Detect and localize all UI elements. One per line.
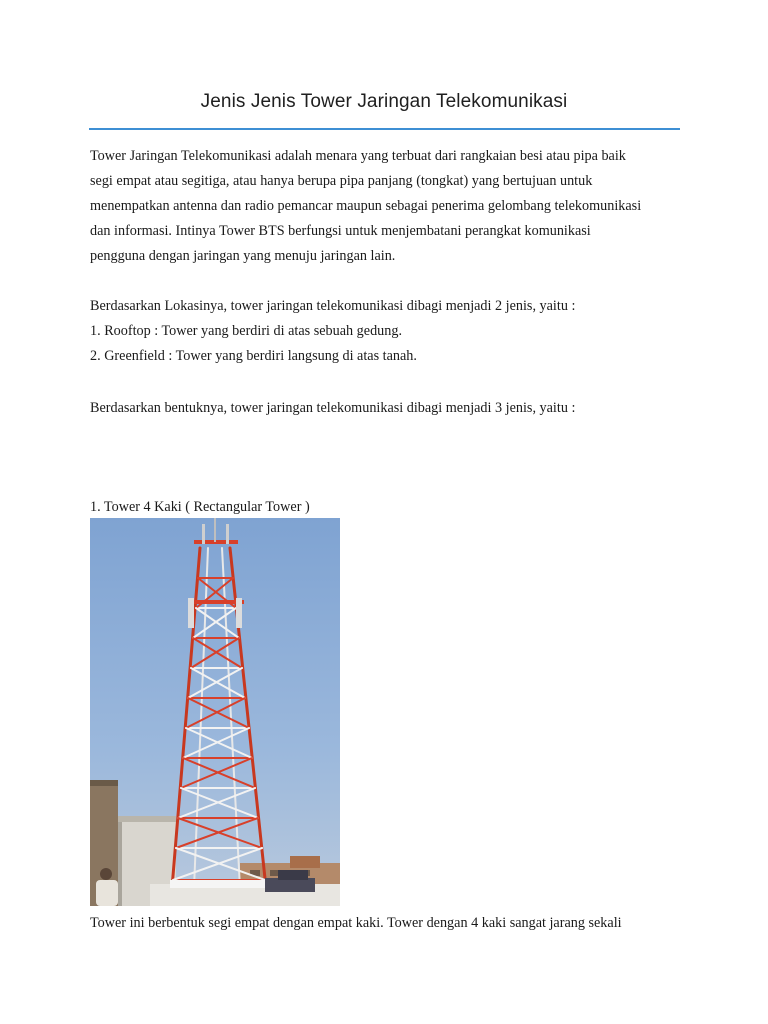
intro-line-2: segi empat atau segitiga, atau hanya berupa pipa panjang (tongkat) yang bertujuan untuk	[90, 173, 593, 189]
shape-heading: Berdasarkan bentuknya, tower jaringan telekomunikasi dibagi menjadi 3 jenis, yaitu :	[90, 400, 576, 416]
location-item-greenfield: 2. Greenfield : Tower yang berdiri langsung di atas tanah.	[90, 348, 417, 364]
intro-line-5: pengguna dengan jaringan yang menuju jaringan lain.	[90, 248, 396, 264]
intro-line-3: menempatkan antenna dan radio pemancar maupun sebagai penerima gelombang telekomunikasi	[90, 198, 642, 214]
intro-line-4: dan informasi. Intinya Tower BTS berfungsi untuk menjembatani perangkat komunikasi	[90, 223, 591, 239]
intro-line-1: Tower Jaringan Telekomunikasi adalah menara yang terbuat dari rangkaian besi atau pipa baik	[90, 148, 626, 164]
tower-photo	[90, 518, 340, 906]
title-underline	[89, 128, 680, 130]
page-title: Jenis Jenis Tower Jaringan Telekomunikasi	[200, 91, 568, 112]
shape-item-1-label: 1. Tower 4 Kaki ( Rectangular Tower )	[90, 499, 310, 515]
location-item-rooftop: 1. Rooftop : Tower yang berdiri di atas sebuah gedung.	[90, 323, 402, 339]
shape-item-1-description: Tower ini berbentuk segi empat dengan empat kaki. Tower dengan 4 kaki sangat jarang sekali	[90, 915, 622, 931]
location-heading: Berdasarkan Lokasinya, tower jaringan telekomunikasi dibagi menjadi 2 jenis, yaitu :	[90, 298, 576, 314]
